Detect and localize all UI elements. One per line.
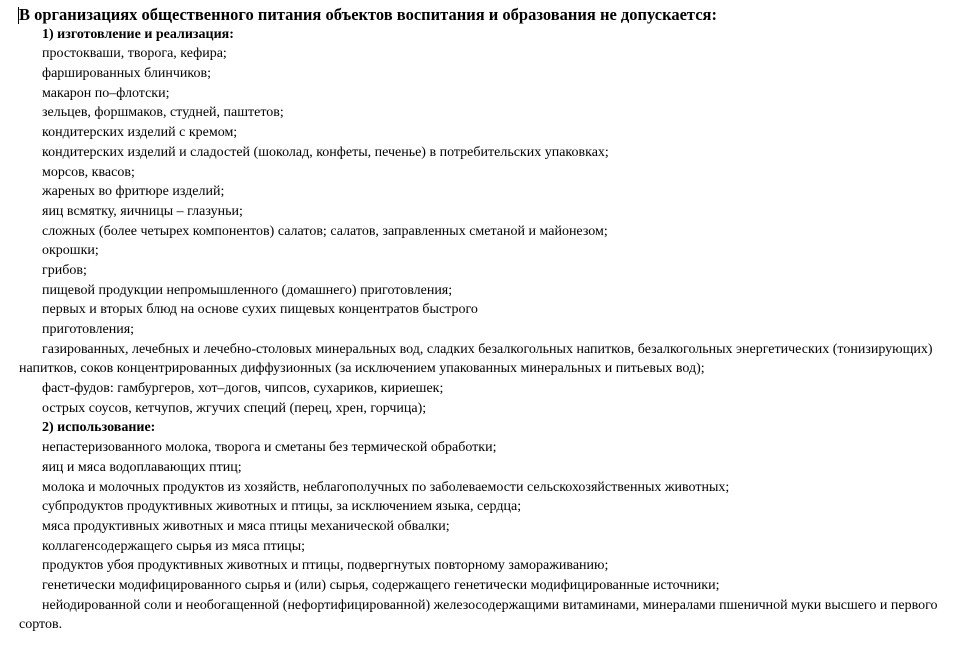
list-item: приготовления;: [42, 322, 135, 337]
list-item: яиц и мяса водоплавающих птиц;: [42, 459, 242, 475]
section-heading-usage: 2) использование:: [42, 420, 156, 436]
text-cursor: [18, 7, 19, 24]
list-item: нейодированной соли и необогащенной (нефортифицированной) железосодержащими витаминами, минералами пшеничной муки высшего и первого сортов.: [19, 597, 938, 633]
list-item: мяса продуктивных животных и мяса птицы механической обвалки;: [42, 518, 450, 534]
list-item: кондитерских изделий с кремом;: [42, 125, 238, 141]
list-item: продуктов убоя продуктивных животных и птицы, подвергнутых повторному замораживанию;: [42, 558, 609, 574]
section-heading-manufacture: 1) изготовление и реализация:: [42, 26, 234, 42]
list-item: сложных (более четырех компонентов) салатов; салатов, заправленных сметаной и майонезом;: [42, 223, 608, 239]
list-item: зельцев, форшмаков, студней, паштетов;: [42, 105, 284, 121]
list-item: коллагенсодержащего сырья из мяса птицы;: [42, 538, 306, 554]
list-item: острых соусов, кетчупов, жгучих специй (перец, хрен, горчица);: [42, 400, 427, 416]
list-item: яиц всмятку, яичницы – глазуньи;: [42, 203, 243, 219]
list-item: фаст-фудов: гамбургеров, хот–догов, чипсов, сухариков, кириешек;: [42, 381, 444, 397]
list-item: первых и вторых блюд на основе сухих пищевых концентратов быстрого: [42, 302, 478, 318]
list-item: газированных, лечебных и лечебно-столовых минеральных вод, сладких безалкогольных напитков, безалкогольных энергетических (тонизирующих) напитков, соков концентрированных диффузионных (за исключением упакованных минеральных и питьевых вод);: [19, 341, 933, 377]
list-item: субпродуктов продуктивных животных и птицы, за исключением языка, сердца;: [42, 499, 522, 515]
list-item: макарон по–флотски;: [42, 85, 170, 101]
document-body[interactable]: [19, 5, 954, 635]
list-item: простокваши, творога, кефира;: [42, 46, 227, 62]
list-item: окрошки;: [42, 243, 99, 259]
list-item: фаршированных блинчиков;: [42, 66, 211, 82]
list-item: молока и молочных продуктов из хозяйств, неблагополучных по заболеваемости сельскохозяйственных животных;: [42, 479, 730, 495]
list-item: генетически модифицированного сырья и (или) сырья, содержащего генетически модифицированные источники;: [42, 577, 720, 593]
list-item: морсов, квасов;: [42, 164, 135, 180]
list-item: жареных во фритюре изделий;: [42, 184, 225, 200]
document-title-text: В организациях общественного питания объектов воспитания и образования не допускается:: [19, 5, 717, 24]
list-item: кондитерских изделий и сладостей (шоколад, конфеты, печенье) в потребительских упаковках;: [42, 144, 609, 160]
document-title: [19, 5, 954, 25]
list-item: пищевой продукции непромышленного (домашнего) приготовления;: [42, 282, 453, 298]
list-item: непастеризованного молока, творога и сметаны без термической обработки;: [42, 440, 497, 456]
list-item: грибов;: [42, 262, 87, 278]
